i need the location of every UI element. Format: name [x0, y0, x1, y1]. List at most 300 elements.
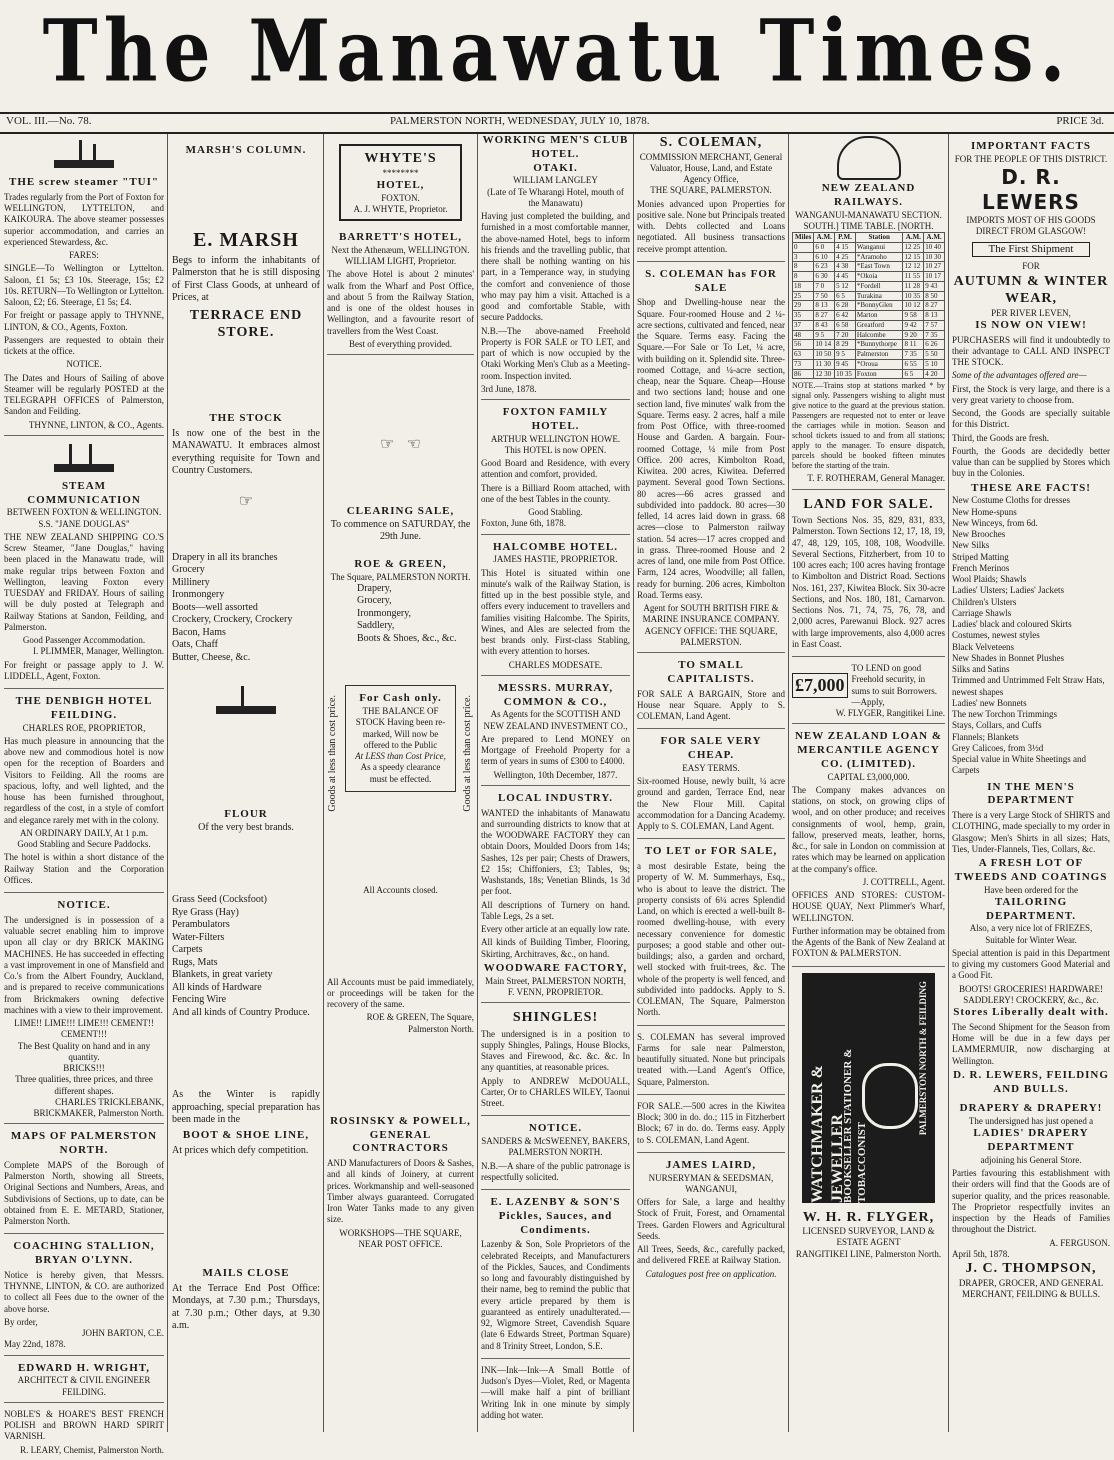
murray-advert [481, 682, 630, 786]
list-item: Drapery, [357, 582, 392, 594]
steam-sign: I. PLIMMER, Manager, Wellington. [33, 646, 164, 657]
list-item: Blankets, in great variety [172, 969, 273, 981]
stallion-date: May 22nd, 1878. [4, 1339, 66, 1350]
lend-sign: W. FLYGER, Rangitikei Line. [835, 708, 945, 718]
boot-heading: BOOT & SHOE LINE, [182, 1128, 310, 1141]
table-cell: Palmerston [855, 350, 903, 360]
table-cell: *Aramoho [855, 252, 903, 262]
mens-body: There is a very Large Stock of SHIRTS and CLOTHING, made specially to my order in Glasgow; Men's Shirts in all sizes; Hats, Ties, Under-Flannels, Ties, Collars, &c. [952, 810, 1110, 854]
rosinsky-body: AND Manufacturers of Doors & Sashes, and all kinds of Joinery, at current prices. Workmanship and well-seasoned Timber always guaranteed. Corrugated Iron Water Tanks made to any given size. [327, 1158, 474, 1225]
list-item: Boots & Shoes, &c., &c. [357, 632, 457, 644]
roe-sign: ROE & GREEN, The Square, Palmerston North. [366, 1012, 474, 1034]
table-cell: 29 [793, 301, 814, 311]
mails-body: At the Terrace End Post Office: Mondays, at 7.30 p.m.; Thursdays, at 7.30 p.m.; Other days, at 9.30 a.m. [172, 1282, 320, 1332]
marsh-body: Begs to inform the inhabitants of Palmerston that he is still disposing of First Class Goods, at unheard of Prices, at [172, 254, 320, 304]
table-cell: Wanganui [855, 242, 903, 252]
list-item: New Silks [952, 540, 990, 551]
table-cell: 5 10 [924, 359, 945, 369]
table-cell: 56 [793, 340, 814, 350]
laird-body: Offers for Sale, a large and healthy Stock of Fruit, Forest, and Ornamental Trees. Garden Flowers and Agricultural Seeds. [637, 1197, 785, 1241]
bricks-body: Three qualities, three prices, and three different shapes. [15, 1074, 153, 1096]
table-cell: 6 10 [814, 252, 835, 262]
foxton-owner: ARTHUR WELLINGTON HOWE. [490, 433, 621, 444]
pointing-hand-icon: ☞ [238, 492, 254, 510]
friezes: Also, a very nice lot of FRIEZES, [969, 923, 1093, 934]
list-item: Special value in White Sheetings and Carpets [952, 754, 1087, 776]
railways-advert [792, 136, 945, 490]
table-row [793, 369, 945, 379]
roe-list [327, 583, 474, 646]
murray-heading: MESSRS. MURRAY, COMMON & CO., [497, 681, 614, 708]
marsh-heading: MARSH'S COLUMN. [185, 144, 307, 156]
cash-clear: As a speedy clearance must be effected. [360, 762, 441, 784]
rosinsky-heading: ROSINSKY & POWELL, GENERAL CONTRACTORS [330, 1114, 471, 1155]
foxton-stabling: Good Stabling. [528, 507, 583, 517]
list-item: Drapery in all its branches [172, 551, 278, 563]
working-date: 3rd June, 1878. [481, 383, 537, 394]
clearing-body: To commence on SATURDAY, the 29th June. [330, 518, 471, 543]
table-cell: 8 [793, 262, 814, 272]
place-date: PALMERSTON NORTH, WEDNESDAY, JULY 10, 1878. [390, 115, 650, 127]
table-cell: 9 5 [835, 350, 856, 360]
advantages: Some of the advantages offered are— [952, 370, 1087, 381]
tui-body: Trades regularly from the Port of Foxton for WELLINGTON, LYTTELTON, and KAIKOURA. The above steamer possesses superior accommodation, and carries an experienced Stewardess, &c. [4, 191, 164, 247]
notice-body: The Dates and Hours of Sailing of above Steamer will be regularly POSTED at the TELEGRAPH OFFICES of Palmerston, Sandon and Feilding. [4, 372, 164, 417]
local-advert [481, 792, 630, 1003]
table-cell: *Bunnythorpe [855, 340, 903, 350]
lend-row [792, 663, 945, 708]
list-item: Fencing Wire [172, 994, 227, 1006]
shingles-heading: SHINGLES! [512, 1010, 599, 1025]
laird-title: NURSERYMAN & SEEDSMAN, WANGANUI, [648, 1172, 774, 1194]
timetable-body [793, 242, 945, 379]
mails-heading: MAILS CLOSE [202, 1267, 290, 1279]
table-cell: 10 35 [835, 369, 856, 379]
table-cell: 12 30 [814, 369, 835, 379]
list-item: Costumes, newest styles [952, 630, 1040, 641]
list-item: Striped Matting [952, 551, 1009, 562]
lewers-name: D. R. LEWERS [982, 165, 1080, 214]
maps-advert [4, 1130, 164, 1234]
notice2-body: The undersigned is in possession of a valuable secret enabling him to improve upon all clay or dry BRICK MAKING MACHINES. He has succeeded in effecting a vast improvement in one of Mansfield and Co.'s from the Albert Foundry, Auckland, and is prepared to receive communications from Brickmakers owning defective machines with a view to their improvement. [4, 914, 164, 1015]
stallion-sign: JOHN BARTON, C.E. [81, 1328, 164, 1338]
local-heading: LOCAL INDUSTRY. [497, 791, 614, 804]
list-item: All kinds of Hardware [172, 981, 262, 993]
steam-advert [4, 442, 164, 689]
table-cell: 86 [793, 369, 814, 379]
list-item: And all kinds of Country Produce. [172, 1006, 310, 1018]
coleman-address: THE SQUARE, PALMERSTON. [650, 185, 772, 196]
stores-line: Stores Liberally dealt with. [953, 1006, 1109, 1018]
cash-less: At LESS than Cost Price, [355, 751, 446, 761]
loan-capital: CAPITAL £3,000,000. [827, 771, 910, 782]
column-header: Station [855, 233, 903, 243]
stallion-by: By order, [4, 1316, 38, 1327]
lend-amount: £7,000 [792, 673, 848, 698]
table-cell: 9 5 [814, 330, 835, 340]
cash-body: THE BALANCE OF STOCK Having been re-marked, Will now be offered to the Public [355, 706, 446, 750]
special-attention: Special attention is paid in this Department to giving my customers Good Material and a Good Fit. [952, 947, 1110, 981]
laird-catalogue: Catalogues post free on application. [645, 1268, 777, 1279]
list-item: Rye Grass (Hay) [172, 906, 239, 918]
bricks-sign: CHARLES TRICKLEBANK, BRICKMAKER, Palmerston North. [33, 1096, 164, 1118]
column-rule [633, 134, 634, 1432]
banner-text: BOOKSELLER STATIONER & TOBACCONIST [842, 1048, 868, 1203]
whyte-heading: WHYTE'S [364, 151, 437, 166]
let-body: a most desirable Estate, being the property of W. M. Summerhays, Esq., who is about to leave the district. The property consists of 6¼ acres Splendid Land, on which is erected a well-built 8-roomed dwelling-house, with every necessary convenience for domestic purposes; a good stable and other out-buildings; also, a garden and orchard, well stocked with fruit-trees, &c. The whole of the property is well fenced, and subdivided into paddocks. Apply to S. COLEMAN, The Square, Palmerston North. [637, 861, 785, 1018]
table-cell: 9 45 [835, 359, 856, 369]
coat-of-arms-icon [837, 136, 901, 180]
fresh-lot: A FRESH LOT OF TWEEDS AND COATINGS [954, 857, 1108, 883]
thompson-body: DRAPER, GROCER, AND GENERAL MERCHANT, FEILDING & BULLS. [958, 1277, 1104, 1299]
drapery-list [172, 552, 320, 665]
table-cell: 8 43 [814, 320, 835, 330]
loan-advert [792, 730, 945, 966]
halcombe-heading: HALCOMBE HOTEL. [492, 540, 619, 553]
masthead-title: The Manawatu Times. [42, 2, 1072, 102]
table-row [793, 272, 945, 282]
fares-body: SINGLE—To Wellington or Lyttelton. Saloon, £1 5s; £3 10s. Steerage, 15s; £2 10s. RETURN—To Wellington or Lyttelton. Saloon, £2; £6. Steerage, £1 5s; £4. [4, 263, 164, 307]
table-row [793, 233, 945, 243]
notice2-advert [4, 899, 164, 1124]
first-shipment: The First Shipment [972, 242, 1090, 258]
steam-body: THE NEW ZEALAND SHIPPING CO.'S Screw Steamer, "Jane Douglas," having been placed in the Manawatu trade, will make regular trips between Foxton and Wellington, leaving Foxton every TUESDAY and FRIDAY. Hours of sailing will be duly posted at Telegraph and Railway Stations at Sandon, Feilding, and Palmerston. [4, 531, 164, 632]
table-cell: 5 50 [924, 350, 945, 360]
kiwitea-advert [637, 1101, 785, 1153]
steam-good: Good Passenger Accommodation. [22, 635, 146, 645]
column-1 [4, 134, 164, 1455]
column-4 [481, 134, 630, 1432]
sale-body: Shop and Dwelling-house near the Square. Four-roomed House and 2 ¼-acre sections, cultivated and fenced, near the Square. Terms easy. Facing the Square.—For Sale or To Let, ¼ acre, with building on it. Splendid site. Three-roomed Cottage, and ¼-acre section, cheap, near the Square. Cheap—House and two sections land; house and one section land, five minutes' walk from the Square. Terms easy. 2 acres, half a mile from Post Office, with three-roomed House and Garden. A bargain. Four-roomed Cottage, ¼ mile from Post Office. 200 acres, Kimbolton Road, Kiwitea. 200 acres, Kiwitea. Deferred payment. Several good Town Sections. 80 acres—66 acres grassed and subdivided into paddock. 80 acres—30 felled, 14 acres laid down in grass. 68 acres—close to Palmerston railway station. 54 acres—17 acres cropped and in grass. Three-roomed House and 2 acres of land, one mile from Post Office. Farm, 124 acres, Woodville; all fallen, ready for burning. 206 acres, Kimbolton Road. Terms easy. [637, 297, 785, 600]
table-cell: 11 28 [903, 281, 924, 291]
murray-sub: As Agents for the SCOTTISH AND NEW ZEALAND INVESTMENT CO., [483, 709, 628, 731]
cheap-body: Six-roomed House, newly built, ¼ acre ground and garden, Terrace End, near the New Flour Mill. Capital accommodation for a Dancing Academy. Apply to S. COLEMAN, Land Agent. [637, 776, 785, 831]
table-cell: 10 40 [924, 242, 945, 252]
list-item: Silks and Satins [952, 664, 1010, 674]
cash-heading: For Cash only. [359, 692, 442, 705]
local-article: Every other article at an equally low rate. [481, 924, 630, 934]
tui-heading: THE screw steamer "TUI" [9, 176, 159, 188]
shingles-body: The undersigned is in a position to supply Shingles, Palings, House Blocks, Staves and Firewood, &c. &c. &c. In any quantities, at reasonable prices. [481, 1028, 630, 1073]
flyger-advert [792, 1209, 945, 1264]
table-cell: 6 30 [814, 272, 835, 282]
list-item: New Brooches [952, 529, 1006, 539]
list-item: Carriage Shawls [952, 607, 1012, 618]
fresh-body: Have been ordered for the [984, 884, 1078, 895]
whyte-stars: ******** [382, 167, 419, 178]
sale-heading: S. COLEMAN has FOR SALE [645, 267, 777, 294]
lewers-sign: D. R. LEWERS, FEILDING AND BULLS. [953, 1068, 1109, 1095]
list-item: New Shades in Bonnet Plushes [952, 652, 1064, 663]
table-cell: 6 0 [814, 242, 835, 252]
loan-heading: NEW ZEALAND LOAN & MERCANTILE AGENCY CO. (LIMITED). [794, 730, 943, 770]
table-row [793, 340, 945, 350]
steam-heading: STEAM COMMUNICATION [27, 479, 141, 506]
ink-advert [481, 1365, 630, 1427]
thompson-heading: J. C. THOMPSON, [965, 1261, 1097, 1276]
table-cell: 11 30 [814, 359, 835, 369]
rail-heading: NEW ZEALAND RAILWAYS. [821, 182, 916, 208]
local-address: Main Street, PALMERSTON NORTH, [485, 975, 626, 986]
third-point: Third, the Goods are fresh. [952, 432, 1049, 443]
barrett-advert [327, 231, 474, 355]
notice-heading: NOTICE. [66, 359, 102, 370]
list-item: Water-Filters [172, 931, 225, 943]
list-item: The new Torchon Trimmings [952, 709, 1057, 719]
stallion-advert [4, 1240, 164, 1355]
table-cell: 12 12 [903, 262, 924, 272]
denbigh-body: Has much pleasure in announcing that the above new and commodious hotel is now open for the reception of Boarders and Visitors to Feilding. All the rooms are spacious, lofty, and well lighted, and the house has been furnished throughout, regardless of the cost, in a style of comfort and elegance rarely met with in the colony. [4, 735, 164, 825]
table-cell: 10 30 [924, 252, 945, 262]
land-body: Town Sections Nos. 35, 829, 831, 833, Palmerston. Town Sections 12, 17, 18, 19, 47, 48, 129, 105, 108, 108, Woodville. Several Sections, Fitzherbert, from 10 to 100 acres each; 100 acres having frontage to Kimbolton and District Road. Sections Nos. 161, 237, Kiwitea Block. Six 30-acre Sections, and Nos. 180, 181, Carnarvon. Sections Nos. 71, 74, 75, 76, 78, and 2,000 acres, Parewanui Block. 927 acres with large improvements, also 4,000 acres in East Coast. [792, 515, 945, 649]
barrett-address: Next the Athenæum, WELLINGTON. [331, 244, 470, 255]
small-body: FOR SALE A BARGAIN, Store and House near Square. Apply to S. COLEMAN, Land Agent. [637, 688, 785, 721]
whyte-sign: A. J. WHYTE, Proprietor. [353, 203, 448, 214]
list-item: French Merinos [952, 562, 1010, 573]
stallion-heading: COACHING STALLION, BRYAN O'LYNN. [13, 1240, 155, 1266]
local-turnery: All descriptions of Turnery on hand. Table Legs, 2s a set. [481, 899, 630, 921]
column-3 [327, 134, 474, 1432]
sale-advert [637, 268, 785, 653]
table-cell: 8 27 [814, 311, 835, 321]
shingles-apply: Apply to ANDREW McDOUALL, Carter, Or to CHARLES WILEY, Taonui Street. [481, 1075, 630, 1108]
loan-body: The Company makes advances on stations, on stock, on growing clips of wool, and on other produce; and receives consignments of wool, hemp, grain, fallow, preserved meats, leather, horns, &c., for sale in London on commission at rates which may be learned on application at the company's office. [792, 784, 945, 874]
these-facts: THESE ARE FACTS! [971, 481, 1091, 494]
table-cell: 7 35 [924, 330, 945, 340]
table-cell: 9 58 [903, 311, 924, 321]
column-header: Miles [793, 233, 814, 243]
table-cell: 4 25 [835, 252, 856, 262]
notice-sign: THYNNE, LINTON, & CO., Agents. [28, 419, 164, 430]
foxton-advert [481, 406, 630, 535]
column-5 [637, 134, 785, 1432]
bakers-nb: N.B.—A share of the public patronage is respectfully solicited. [481, 1160, 630, 1182]
denbigh-daily: AN ORDINARY DAILY, At 1 p.m. [19, 827, 149, 838]
barrett-best: Best of everything provided. [349, 338, 452, 349]
table-cell: 7 57 [924, 320, 945, 330]
denbigh-stabling: Good Stabling and Secure Paddocks. [17, 839, 151, 849]
goods-list [952, 495, 1110, 776]
table-cell: 8 11 [903, 340, 924, 350]
steam-between: BETWEEN FOXTON & WELLINGTON. [6, 507, 162, 518]
working-advert [481, 134, 630, 400]
flyger-banner [802, 973, 935, 1203]
table-cell: Foxton [855, 369, 903, 379]
foxton-date: Foxton, June 6th, 1878. [481, 518, 567, 529]
list-item: New Winceys, from 6d. [952, 517, 1038, 528]
first-point: First, the Stock is very large, and there is a very great variety to choose from. [952, 383, 1110, 405]
local-body: WANTED the inhabitants of Manawatu and surrounding districts to know that at the WOODWARE FACTORY they can obtain Doors, Moulded Doors from 14s; Sashes, 12s per pair; Chests of Drawers, £2 15s; Chiffoniers, £3; Tables, 9s; Washstands, 18s; Venetian Blinds, 1s 3d per foot. [481, 807, 630, 897]
wright-heading: EDWARD H. WRIGHT, [17, 1361, 151, 1374]
loan-further: Further information may be obtained from the Agents of the Bank of New Zealand at FOXTON & PALMERSTON. [792, 925, 945, 959]
list-item: Black Velveteens [952, 641, 1015, 652]
list-item: Carpets [172, 944, 203, 956]
list-item: Ironmongery [172, 589, 225, 600]
list-item: Crockery, Crockery, Crockery [172, 614, 293, 625]
table-row [793, 320, 945, 330]
table-row [793, 262, 945, 272]
list-item: Ladies' black and coloured Skirts [952, 619, 1072, 629]
ferguson-date: April 5th, 1878. [952, 1248, 1010, 1259]
list-item: Flannels; Blankets [952, 731, 1019, 742]
flyger-title: LICENSED SURVEYOR, LAND & ESTATE AGENT [802, 1226, 935, 1248]
cash-box [345, 685, 456, 792]
table-cell: 6 58 [835, 320, 856, 330]
shingles-advert [481, 1009, 630, 1116]
rosinsky-address: WORKSHOPS—THE SQUARE, NEAR POST OFFICE. [339, 1227, 462, 1249]
list-item: New Home-spuns [952, 506, 1017, 517]
table-cell: 10 27 [924, 262, 945, 272]
land-advert [792, 496, 945, 658]
notice2-heading: NOTICE. [57, 899, 111, 911]
table-cell: 4 38 [835, 262, 856, 272]
laird-foot: All Trees, Seeds, &c., carefully packed, and delivered FREE at Railway Station. [637, 1244, 785, 1266]
table-cell: 9 42 [903, 320, 924, 330]
column-6 [792, 134, 945, 1432]
dateline [0, 112, 1114, 134]
table-cell: 7 35 [903, 350, 924, 360]
table-cell: 6 55 [903, 359, 924, 369]
steamer-icon [49, 138, 119, 172]
list-item: Grey Calicoes, from 3½d [952, 742, 1044, 753]
cheap-terms: EASY TERMS. [682, 762, 740, 773]
list-item: Children's Ulsters [952, 596, 1017, 607]
list-item: Grass Seed (Cocksfoot) [172, 894, 267, 906]
stock-heading: THE STOCK [209, 411, 283, 424]
column-rule [948, 134, 949, 1432]
boot-body: At prices which defy competition. [172, 1144, 309, 1156]
foxton-heading: FOXTON FAMILY HOTEL. [502, 406, 609, 432]
list-item: Boots—well assorted [172, 601, 258, 613]
barrett-body: The above Hotel is about 2 minutes' walk from the Wharf and Post Office, and about 5 from the Railway Station, and is one of the oldest houses in Wellington, and a favourite resort of travellers from the West Coast. [327, 269, 474, 336]
column-rule [323, 134, 324, 1432]
table-cell: Greatford [855, 320, 903, 330]
table-cell: 4 15 [835, 242, 856, 252]
banner-text: WATCHMAKER & JEWELLER [809, 1064, 846, 1203]
facts-sub: FOR THE PEOPLE OF THIS DISTRICT. [954, 153, 1108, 164]
cash-side-text: Goods at less than cost price. [327, 695, 338, 812]
cash-side-text: Goods at less than cost price. [461, 695, 473, 812]
table-cell: 6 5 [835, 291, 856, 301]
lend-body: TO LEND on good Freehold security, in sums to suit Borrowers.—Apply, [851, 663, 937, 707]
whyte-advert [339, 144, 462, 221]
steamer-icon [49, 442, 119, 476]
kiwitea-body: FOR SALE.—500 acres in the Kiwitea Block; 300 in do. do.; 115 in Fitzherbert Block; 67 in do. do. Terms easy. Apply to S. COLEMAN, Land Agent. [637, 1100, 785, 1145]
agent-line: Agent for SOUTH BRITISH FIRE & MARINE INSURANCE COMPANY. [642, 603, 780, 625]
lazenby-advert [481, 1196, 630, 1359]
list-item: Millinery [172, 576, 210, 588]
list-item: Ladies' new Bonnets [952, 697, 1027, 708]
column-rule [788, 134, 789, 1432]
table-cell: *Fordell [855, 281, 903, 291]
small-heading: TO SMALL CAPITALISTS. [667, 659, 755, 685]
table-cell: 10 17 [924, 272, 945, 282]
working-body: Having just completed the building, and furnished in a most comfortable manner, the above-named Hotel, begs to inform his friends and the travelling public, that there shall be nothing wanting on his part, in a Temperance way, in studying the comfort and convenience of those who may pay him a visit. Attached is a good and comfortable Stable, with secure Paddocks. [481, 211, 630, 323]
halcombe-advert [481, 541, 630, 676]
second-ship: The Second Shipment for the Season from Home will be due in a few days per LAMMERMUIR, now discharging at Wellington. [952, 1021, 1110, 1066]
tailoring: TAILORING DEPARTMENT. [986, 895, 1076, 922]
loan-offices: OFFICES AND STORES: CUSTOM-HOUSE QUAY, Next Plimmer's Wharf, WELLINGTON. [792, 890, 945, 923]
halcombe-body: This Hotel is situated within one minute's walk of the Railway Station, is fitted up in the best possible style, and offers every inducement to travellers and families visiting Halcombe. The Spirits, Wines, and Ales are selected from the best brands only. First-class Stabling, with every attention to horses. [481, 567, 630, 657]
table-cell: 5 12 [835, 281, 856, 291]
foxton-open: This HOTEL is now OPEN. [504, 444, 607, 455]
table-cell: *East Town [855, 262, 903, 272]
table-row [793, 281, 945, 291]
volume-number: VOL. III.—No. 78. [6, 115, 92, 127]
noble-sign: R. LEARY, Chemist, Palmerston North. [20, 1444, 164, 1455]
table-cell: Marton [855, 311, 903, 321]
list-item: Ladies' Ulsters; Ladies' Jackets [952, 585, 1064, 596]
coleman-advert [637, 134, 785, 262]
table-cell: 48 [793, 330, 814, 340]
laird-advert [637, 1159, 785, 1284]
table-cell: 8 29 [835, 340, 856, 350]
table-cell: 0 [793, 242, 814, 252]
barrett-heading: BARRETT'S HOTEL, [339, 231, 462, 243]
let-heading: TO LET or FOR SALE, [644, 845, 778, 858]
price: PRICE 3d. [1056, 115, 1104, 127]
second-point: Second, the Goods are specially suitable for this District. [952, 408, 1110, 430]
table-cell: 73 [793, 359, 814, 369]
bakers-notice: NOTICE. [528, 1122, 583, 1135]
whyte-hotel: HOTEL, [376, 178, 425, 191]
boots-line: BOOTS! GROCERIES! HARDWARE! SADDLERY! CROCKERY, &c., &c. [959, 983, 1103, 1005]
table-row [793, 291, 945, 301]
table-row [793, 359, 945, 369]
pointing-hand-icon: ☞ ☜ [380, 436, 421, 453]
winter-wear: Suitable for Winter Wear. [985, 934, 1077, 945]
timetable [792, 232, 945, 379]
table-cell: 11 55 [903, 272, 924, 282]
agency-office: AGENCY OFFICE: THE SQUARE, PALMERSTON. [644, 625, 778, 647]
noble-advert [4, 1409, 164, 1460]
table-cell: 3 [793, 252, 814, 262]
ship-name: PER RIVER LEVEN, [991, 307, 1071, 318]
list-item: Butter, Cheese, &c. [172, 651, 251, 663]
lazenby-body: Lazenby & Son, Sole Proprietors of the celebrated Receipts, and Manufacturers of the Pickles, Sauces, and Condiments so long and favourably distinguished by their name, beg to remind the public that every article prepared by them is guaranteed as entirely unadulterated.—92, Wigmore Street, Cavendish Square (late 6 Edwards Street, Portman Square) and 8 Trinity Street, London, S.E. [481, 1239, 630, 1351]
flyger-heading: W. H. R. FLYGER, [802, 1209, 935, 1225]
lime-heading: LIME!! LIME!!! LIME!!! CEMENT!! CEMENT!!! [14, 1018, 154, 1040]
cheap-heading: FOR SALE VERY CHEAP. [660, 735, 762, 761]
table-cell: 6 42 [835, 311, 856, 321]
bakers-sign: SANDERS & McSWEENEY, BAKERS, PALMERSTON NORTH. [481, 1136, 630, 1158]
table-row [793, 252, 945, 262]
ink-body: INK—Ink—Ink—A Small Bottle of Judson's Dyes—Violet, Red, or Magenta—will make half a pint of brilliant Writing Ink in one minute by simply adding hot water. [481, 1364, 630, 1420]
list-item: Grocery [172, 564, 205, 575]
ladies-body: adjoining his General Store. [980, 1154, 1082, 1165]
local-sign: F. VENN, PROPRIETOR. [507, 986, 604, 997]
column-header: A.M. [814, 233, 835, 243]
table-cell: 4 45 [835, 272, 856, 282]
steam-ship: S.S. "JANE DOUGLAS" [38, 518, 130, 529]
marsh-name: E. MARSH [193, 228, 299, 251]
bakers-advert [481, 1122, 630, 1190]
misc-list [172, 894, 320, 1019]
local-timber: All kinds of Building Timber, Flooring, Skirting, Architraves, &c., on hand. [481, 937, 630, 959]
murray-date: Wellington, 10th December, 1877. [493, 769, 618, 780]
cash-advert [327, 685, 474, 885]
loan-sign: J. COTTRELL, Agent. [862, 876, 945, 887]
lime-body: The Best Quality on hand and in any quantity. [17, 1040, 151, 1062]
table-cell: 10 12 [903, 301, 924, 311]
marsh-store: TERRACE END STORE. [189, 307, 303, 341]
table-cell: 8 [793, 272, 814, 282]
bricks-heading: BRICKS!!! [63, 1063, 105, 1073]
roe-address: The Square, PALMERSTON NORTH. [330, 571, 471, 582]
list-item: Wool Plaids; Shawls [952, 574, 1027, 584]
steam-freight: For freight or passage apply to J. W. LIDDELL, Agent, Foxton. [4, 659, 164, 681]
foxton-billiard: There is a Billiard Room attached, with one of the best Tables in the county. [481, 482, 630, 504]
